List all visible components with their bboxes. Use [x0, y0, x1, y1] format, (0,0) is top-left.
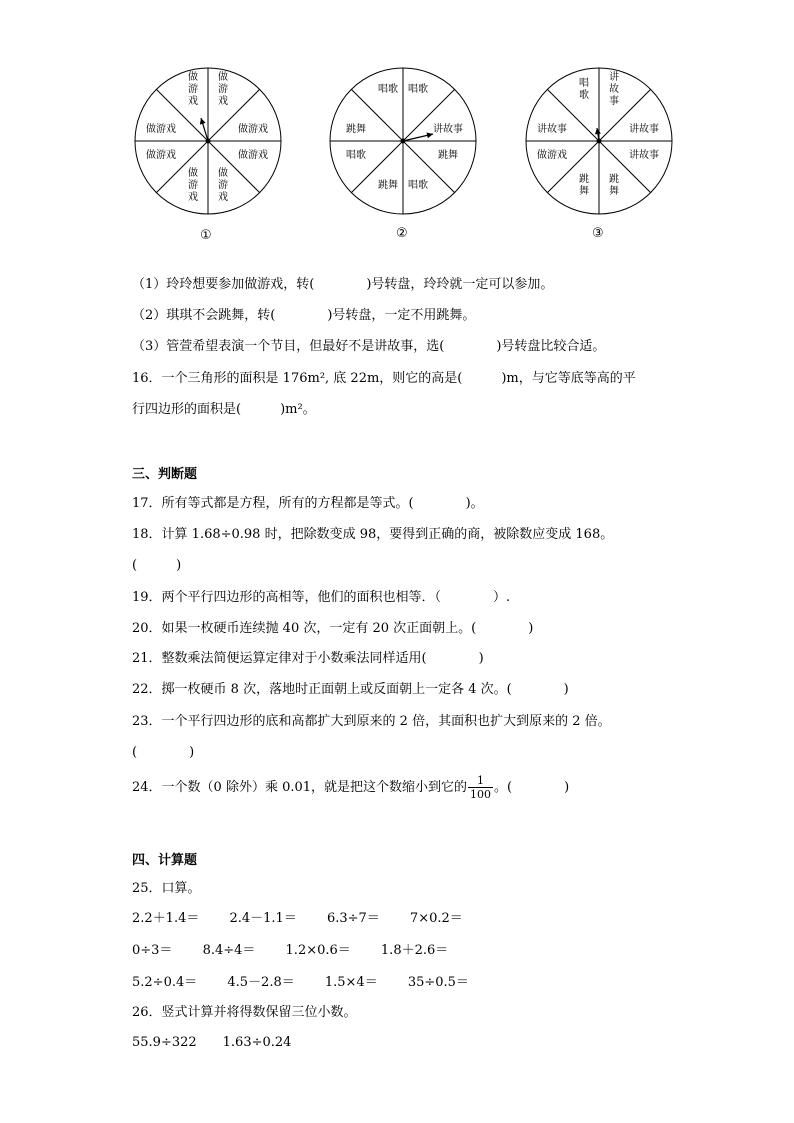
q16-line1: 16．一个三角形的面积是 176m², 底 22m，则它的高是( )m，与它等底等高的平 — [132, 371, 636, 386]
q16-line2: 行四边形的面积是( )m²。 — [132, 402, 316, 417]
fraction-numerator: 1 — [477, 774, 485, 787]
wheel-sector-label: 做游戏 — [146, 124, 176, 135]
wheel-sector-label: 做游戏 — [238, 150, 268, 161]
q18-answer: ( ) — [132, 558, 182, 573]
mental-math-row-1: 2.2＋1.4＝ 2.4－1.1＝ 6.3÷7＝ 7×0.2＝ — [132, 911, 463, 926]
spinner-wheel-1 — [133, 66, 283, 216]
q23-answer: ( ) — [132, 745, 195, 760]
fraction-denominator: 100 — [470, 788, 492, 801]
wheel-sector-label: 讲故事 — [537, 124, 567, 135]
wheel-center-dot — [206, 139, 211, 144]
section-4-title: 四、计算题 — [132, 853, 198, 868]
q24-text: 24．一个数（0 除外）乘 0.01，就是把这个数缩小到它的 — [132, 780, 468, 795]
wheel-sector-label: 做游戏 — [218, 168, 228, 203]
q26: 26．竖式计算并将得数保留三位小数。 — [132, 1005, 357, 1020]
q15-part3: （3）管萱希望表演一个节目，但最好不是讲故事，选( )号转盘比较合适。 — [132, 339, 606, 354]
wheel-sector-label: 讲故事 — [629, 150, 659, 161]
pointer-arrowhead — [595, 128, 601, 134]
wheel-sector-label: 跳舞 — [438, 150, 458, 161]
q25: 25．口算。 — [132, 881, 201, 896]
wheel-sector-label: 讲故事 — [609, 72, 619, 107]
spinner-wheel-3 — [524, 66, 674, 216]
wheel-sector-label: 跳舞 — [609, 174, 619, 197]
wheel-sector-label: 做游戏 — [218, 72, 228, 107]
wheel-sector-label: 做游戏 — [188, 72, 198, 107]
q26-items: 55.9÷322 1.63÷0.24 — [132, 1035, 292, 1050]
q21: 21．整数乘法简便运算定律对于小数乘法同样适用( ) — [132, 651, 484, 666]
wheel-sector-label: 讲故事 — [629, 124, 659, 135]
wheel-number-3: ③ — [592, 226, 604, 241]
q18: 18．计算 1.68÷0.98 时，把除数变成 98，要得到正确的商，被除数应变成 168。 — [132, 527, 614, 542]
wheel-sector-label: 做游戏 — [146, 150, 176, 161]
q24-tail: 。( ) — [494, 780, 570, 795]
wheel-sector-label: 跳舞 — [378, 180, 398, 191]
wheel-sector-label: 唱歌 — [378, 84, 398, 95]
wheel-sector-label: 唱歌 — [346, 150, 366, 161]
section-3-title: 三、判断题 — [132, 467, 198, 482]
mental-math-row-2: 0÷3＝ 8.4÷4＝ 1.2×0.6＝ 1.8＋2.6＝ — [132, 943, 449, 958]
mental-math-row-3: 5.2÷0.4＝ 4.5－2.8＝ 1.5×4＝ 35÷0.5＝ — [132, 975, 469, 990]
q24 — [132, 774, 569, 801]
wheel-center-dot — [401, 139, 406, 144]
q15-part1: （1）玲玲想要参加做游戏，转( )号转盘，玲玲就一定可以参加。 — [132, 277, 554, 292]
q22: 22．掷一枚硬币 8 次，落地时正面朝上或反面朝上一定各 4 次。( ) — [132, 682, 569, 697]
wheel-sector-label: 唱歌 — [408, 180, 428, 191]
wheel-sector-label: 跳舞 — [579, 174, 589, 197]
q23: 23．一个平行四边形的底和高都扩大到原来的 2 倍，其面积也扩大到原来的 2 倍。 — [132, 714, 611, 729]
wheel-sector-label: 做游戏 — [238, 124, 268, 135]
q15-part2: （2）琪琪不会跳舞，转( )号转盘，一定不用跳舞。 — [132, 308, 476, 323]
fraction-1-100 — [468, 774, 493, 801]
q20: 20．如果一枚硬币连续抛 40 次，一定有 20 次正面朝上。( ) — [132, 621, 534, 636]
wheel-sector-label: 跳舞 — [346, 124, 366, 135]
wheel-center-dot — [597, 139, 602, 144]
wheel-number-2: ② — [396, 226, 408, 241]
wheel-number-1: ① — [200, 228, 212, 243]
wheel-sector-label: 做游戏 — [188, 168, 198, 203]
q19: 19．两个平行四边形的高相等，他们的面积也相等．（ ）. — [132, 590, 511, 605]
wheel-sector-label: 讲故事 — [433, 124, 463, 135]
wheel-sector-label: 唱歌 — [408, 84, 428, 95]
wheel-sector-label: 做游戏 — [537, 150, 567, 161]
spinner-wheel-2 — [328, 66, 478, 216]
wheel-sector-label: 唱歌 — [579, 78, 589, 101]
q17: 17．所有等式都是方程，所有的方程都是等式。( )。 — [132, 496, 484, 511]
